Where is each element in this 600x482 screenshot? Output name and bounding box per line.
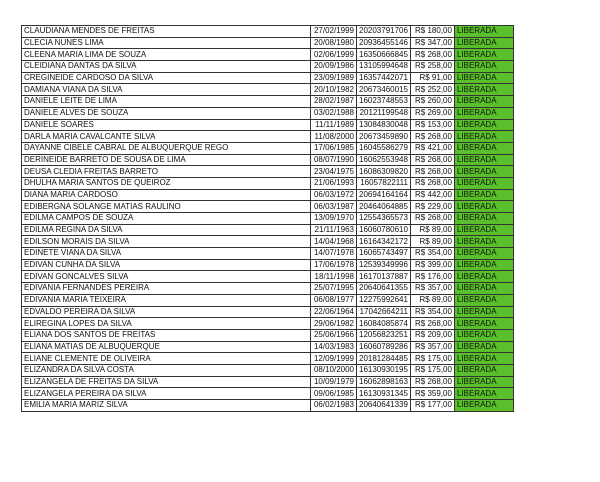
value-cell: R$ 359,00 [410, 388, 454, 400]
birthdate-cell: 02/06/1999 [311, 49, 357, 61]
status-cell: LIBERADA [454, 96, 513, 108]
code-cell: 16062553948 [357, 154, 411, 166]
status-cell: LIBERADA [454, 177, 513, 189]
value-cell: R$ 354,00 [410, 248, 454, 260]
code-cell: 16023748553 [357, 96, 411, 108]
table-row [22, 388, 514, 400]
status-cell: LIBERADA [454, 189, 513, 201]
value-cell: R$ 269,00 [410, 107, 454, 119]
code-cell: 20464064885 [357, 201, 411, 213]
birthdate-cell: 23/09/1989 [311, 72, 357, 84]
name-cell: EDIVANIA MARIA TEIXEIRA [22, 294, 311, 306]
code-cell: 20121199548 [357, 107, 411, 119]
status-cell: LIBERADA [454, 364, 513, 376]
table-row [22, 318, 514, 330]
code-cell: 12554365573 [357, 213, 411, 225]
table-row [22, 329, 514, 341]
status-cell: LIBERADA [454, 119, 513, 131]
status-cell: LIBERADA [454, 154, 513, 166]
status-cell: LIBERADA [454, 236, 513, 248]
code-cell: 20640641339 [357, 400, 411, 412]
status-cell: LIBERADA [454, 400, 513, 412]
name-cell: DANIELE SOARES [22, 119, 311, 131]
code-cell: 16062898163 [357, 376, 411, 388]
value-cell: R$ 89,00 [410, 224, 454, 236]
name-cell: ELIANA MATIAS DE ALBUQUERQUE [22, 341, 311, 353]
birthdate-cell: 22/06/1964 [311, 306, 357, 318]
birthdate-cell: 08/10/2000 [311, 364, 357, 376]
status-cell: LIBERADA [454, 37, 513, 49]
name-cell: DARLA MARIA CAVALCANTE SILVA [22, 131, 311, 143]
birthdate-cell: 28/02/1987 [311, 96, 357, 108]
table-row [22, 61, 514, 73]
name-cell: ELIREGINA LOPES DA SILVA [22, 318, 311, 330]
name-cell: DANIELE ALVES DE SOUZA [22, 107, 311, 119]
status-cell: LIBERADA [454, 213, 513, 225]
birthdate-cell: 08/07/1990 [311, 154, 357, 166]
value-cell: R$ 153,00 [410, 119, 454, 131]
name-cell: DIANA MARIA CARDOSO [22, 189, 311, 201]
status-cell: LIBERADA [454, 131, 513, 143]
code-cell: 17042664211 [357, 306, 411, 318]
status-cell: LIBERADA [454, 49, 513, 61]
code-cell: 16170137887 [357, 271, 411, 283]
birthdate-cell: 25/07/1995 [311, 283, 357, 295]
table-row [22, 224, 514, 236]
code-cell: 12539349996 [357, 259, 411, 271]
birthdate-cell: 20/08/1980 [311, 37, 357, 49]
code-cell: 20694164164 [357, 189, 411, 201]
birthdate-cell: 20/10/1982 [311, 84, 357, 96]
code-cell: 16350666845 [357, 49, 411, 61]
status-cell: LIBERADA [454, 84, 513, 96]
birthdate-cell: 11/11/1989 [311, 119, 357, 131]
table-row [22, 364, 514, 376]
status-cell: LIBERADA [454, 376, 513, 388]
name-cell: EDIVAN CUNHA DA SILVA [22, 259, 311, 271]
value-cell: R$ 421,00 [410, 142, 454, 154]
status-cell: LIBERADA [454, 224, 513, 236]
table-row [22, 177, 514, 189]
value-cell: R$ 268,00 [410, 131, 454, 143]
name-cell: DAYANNE CIBELE CABRAL DE ALBUQUERQUE REGO [22, 142, 311, 154]
value-cell: R$ 399,00 [410, 259, 454, 271]
name-cell: ELIANA DOS SANTOS DE FREITAS [22, 329, 311, 341]
value-cell: R$ 258,00 [410, 61, 454, 73]
table-row [22, 271, 514, 283]
name-cell: EDINETE VIANA DA SILVA [22, 248, 311, 260]
code-cell: 20673459890 [357, 131, 411, 143]
code-cell: 13105994648 [357, 61, 411, 73]
name-cell: ELIANE CLEMENTE DE OLIVEIRA [22, 353, 311, 365]
table-row [22, 154, 514, 166]
value-cell: R$ 354,00 [410, 306, 454, 318]
name-cell: ELIZANGELA DE FREITAS DA SILVA [22, 376, 311, 388]
table-row [22, 259, 514, 271]
table-row [22, 96, 514, 108]
name-cell: EDIVAN GONCALVES SILVA [22, 271, 311, 283]
birthdate-cell: 14/04/1968 [311, 236, 357, 248]
table-row [22, 107, 514, 119]
status-cell: LIBERADA [454, 107, 513, 119]
name-cell: DANIELE LEITE DE LIMA [22, 96, 311, 108]
name-cell: DHULHA MARIA SANTOS DE QUEIROZ [22, 177, 311, 189]
name-cell: EDVALDO PEREIRA DA SILVA [22, 306, 311, 318]
status-cell: LIBERADA [454, 61, 513, 73]
status-cell: LIBERADA [454, 388, 513, 400]
name-cell: EDILSON MORAIS DA SILVA [22, 236, 311, 248]
value-cell: R$ 209,00 [410, 329, 454, 341]
code-cell: 13084830048 [357, 119, 411, 131]
value-cell: R$ 357,00 [410, 341, 454, 353]
table-row [22, 353, 514, 365]
table-row [22, 166, 514, 178]
birthdate-cell: 27/02/1999 [311, 26, 357, 38]
value-cell: R$ 268,00 [410, 166, 454, 178]
code-cell: 16357442071 [357, 72, 411, 84]
birthdate-cell: 09/06/1985 [311, 388, 357, 400]
value-cell: R$ 89,00 [410, 294, 454, 306]
name-cell: CREGINEIDE CARDOSO DA SILVA [22, 72, 311, 84]
status-cell: LIBERADA [454, 341, 513, 353]
code-cell: 16057822111 [357, 177, 411, 189]
table-row [22, 72, 514, 84]
birthdate-cell: 21/11/1963 [311, 224, 357, 236]
value-cell: R$ 268,00 [410, 318, 454, 330]
birthdate-cell: 21/06/1993 [311, 177, 357, 189]
name-cell: CLEIDIANA DANTAS DA SILVA [22, 61, 311, 73]
birthdate-cell: 14/07/1978 [311, 248, 357, 260]
value-cell: R$ 268,00 [410, 154, 454, 166]
birthdate-cell: 20/09/1986 [311, 61, 357, 73]
code-cell: 16130930195 [357, 364, 411, 376]
code-cell: 16084085874 [357, 318, 411, 330]
value-cell: R$ 175,00 [410, 353, 454, 365]
code-cell: 12275992641 [357, 294, 411, 306]
birthdate-cell: 06/03/1972 [311, 189, 357, 201]
code-cell: 16130931345 [357, 388, 411, 400]
code-cell: 20936455146 [357, 37, 411, 49]
value-cell: R$ 442,00 [410, 189, 454, 201]
birthdate-cell: 17/06/1985 [311, 142, 357, 154]
code-cell: 16065743497 [357, 248, 411, 260]
status-cell: LIBERADA [454, 329, 513, 341]
code-cell: 16164342172 [357, 236, 411, 248]
birthdate-cell: 23/04/1975 [311, 166, 357, 178]
birthdate-cell: 03/02/1988 [311, 107, 357, 119]
value-cell: R$ 175,00 [410, 364, 454, 376]
table-row [22, 37, 514, 49]
code-cell: 20640641355 [357, 283, 411, 295]
code-cell: 20203791706 [357, 26, 411, 38]
birthdate-cell: 06/03/1987 [311, 201, 357, 213]
status-cell: LIBERADA [454, 26, 513, 38]
birthdate-cell: 06/02/1983 [311, 400, 357, 412]
code-cell: 20181284485 [357, 353, 411, 365]
value-cell: R$ 268,00 [410, 49, 454, 61]
table-row [22, 376, 514, 388]
birthdate-cell: 13/09/1970 [311, 213, 357, 225]
beneficiary-table [21, 25, 514, 412]
birthdate-cell: 18/11/1998 [311, 271, 357, 283]
code-cell: 12056823251 [357, 329, 411, 341]
table-row [22, 49, 514, 61]
name-cell: ELIZANGELA PEREIRA DA SILVA [22, 388, 311, 400]
name-cell: EDILMA CAMPOS DE SOUZA [22, 213, 311, 225]
value-cell: R$ 268,00 [410, 177, 454, 189]
name-cell: DERINEIDE BARRETO DE SOUSA DE LIMA [22, 154, 311, 166]
code-cell: 20673460015 [357, 84, 411, 96]
status-cell: LIBERADA [454, 306, 513, 318]
birthdate-cell: 10/09/1979 [311, 376, 357, 388]
value-cell: R$ 268,00 [410, 213, 454, 225]
code-cell: 16045586279 [357, 142, 411, 154]
name-cell: CLECIA NUNES LIMA [22, 37, 311, 49]
status-cell: LIBERADA [454, 248, 513, 260]
value-cell: R$ 229,00 [410, 201, 454, 213]
value-cell: R$ 89,00 [410, 236, 454, 248]
birthdate-cell: 06/08/1977 [311, 294, 357, 306]
status-cell: LIBERADA [454, 353, 513, 365]
value-cell: R$ 91,00 [410, 72, 454, 84]
status-cell: LIBERADA [454, 142, 513, 154]
table-row [22, 283, 514, 295]
value-cell: R$ 268,00 [410, 376, 454, 388]
value-cell: R$ 180,00 [410, 26, 454, 38]
table-row [22, 248, 514, 260]
table-row [22, 400, 514, 412]
birthdate-cell: 14/03/1983 [311, 341, 357, 353]
status-cell: LIBERADA [454, 201, 513, 213]
status-cell: LIBERADA [454, 166, 513, 178]
name-cell: DAMIANA VIANA DA SILVA [22, 84, 311, 96]
status-cell: LIBERADA [454, 294, 513, 306]
name-cell: EDIVANIA FERNANDES PEREIRA [22, 283, 311, 295]
table-row [22, 294, 514, 306]
name-cell: ELIZANDRA DA SILVA COSTA [22, 364, 311, 376]
table-row [22, 119, 514, 131]
table-row [22, 189, 514, 201]
birthdate-cell: 29/06/1982 [311, 318, 357, 330]
value-cell: R$ 176,00 [410, 271, 454, 283]
status-cell: LIBERADA [454, 271, 513, 283]
table-row [22, 306, 514, 318]
name-cell: CLEENA MARIA LIMA DE SOUZA [22, 49, 311, 61]
table-row [22, 236, 514, 248]
status-cell: LIBERADA [454, 72, 513, 84]
code-cell: 16060780610 [357, 224, 411, 236]
name-cell: EDIBERGNA SOLANGE MATIAS RAULINO [22, 201, 311, 213]
status-cell: LIBERADA [454, 259, 513, 271]
value-cell: R$ 347,00 [410, 37, 454, 49]
table-row [22, 142, 514, 154]
name-cell: CLAUDIANA MENDES DE FREITAS [22, 26, 311, 38]
value-cell: R$ 357,00 [410, 283, 454, 295]
table-row [22, 84, 514, 96]
table-body [22, 26, 514, 412]
name-cell: EDILMA REGINA DA SILVA [22, 224, 311, 236]
value-cell: R$ 260,00 [410, 96, 454, 108]
birthdate-cell: 17/06/1978 [311, 259, 357, 271]
name-cell: DEUSA CLEDIA FREITAS BARRETO [22, 166, 311, 178]
birthdate-cell: 11/08/2000 [311, 131, 357, 143]
status-cell: LIBERADA [454, 283, 513, 295]
code-cell: 16086309820 [357, 166, 411, 178]
table-row [22, 26, 514, 38]
birthdate-cell: 12/09/1999 [311, 353, 357, 365]
table-row [22, 341, 514, 353]
table-row [22, 131, 514, 143]
code-cell: 16060789286 [357, 341, 411, 353]
birthdate-cell: 25/06/1966 [311, 329, 357, 341]
status-cell: LIBERADA [454, 318, 513, 330]
table-row [22, 201, 514, 213]
value-cell: R$ 177,00 [410, 400, 454, 412]
name-cell: EMILIA MARIA MARIZ SILVA [22, 400, 311, 412]
value-cell: R$ 252,00 [410, 84, 454, 96]
table-row [22, 213, 514, 225]
